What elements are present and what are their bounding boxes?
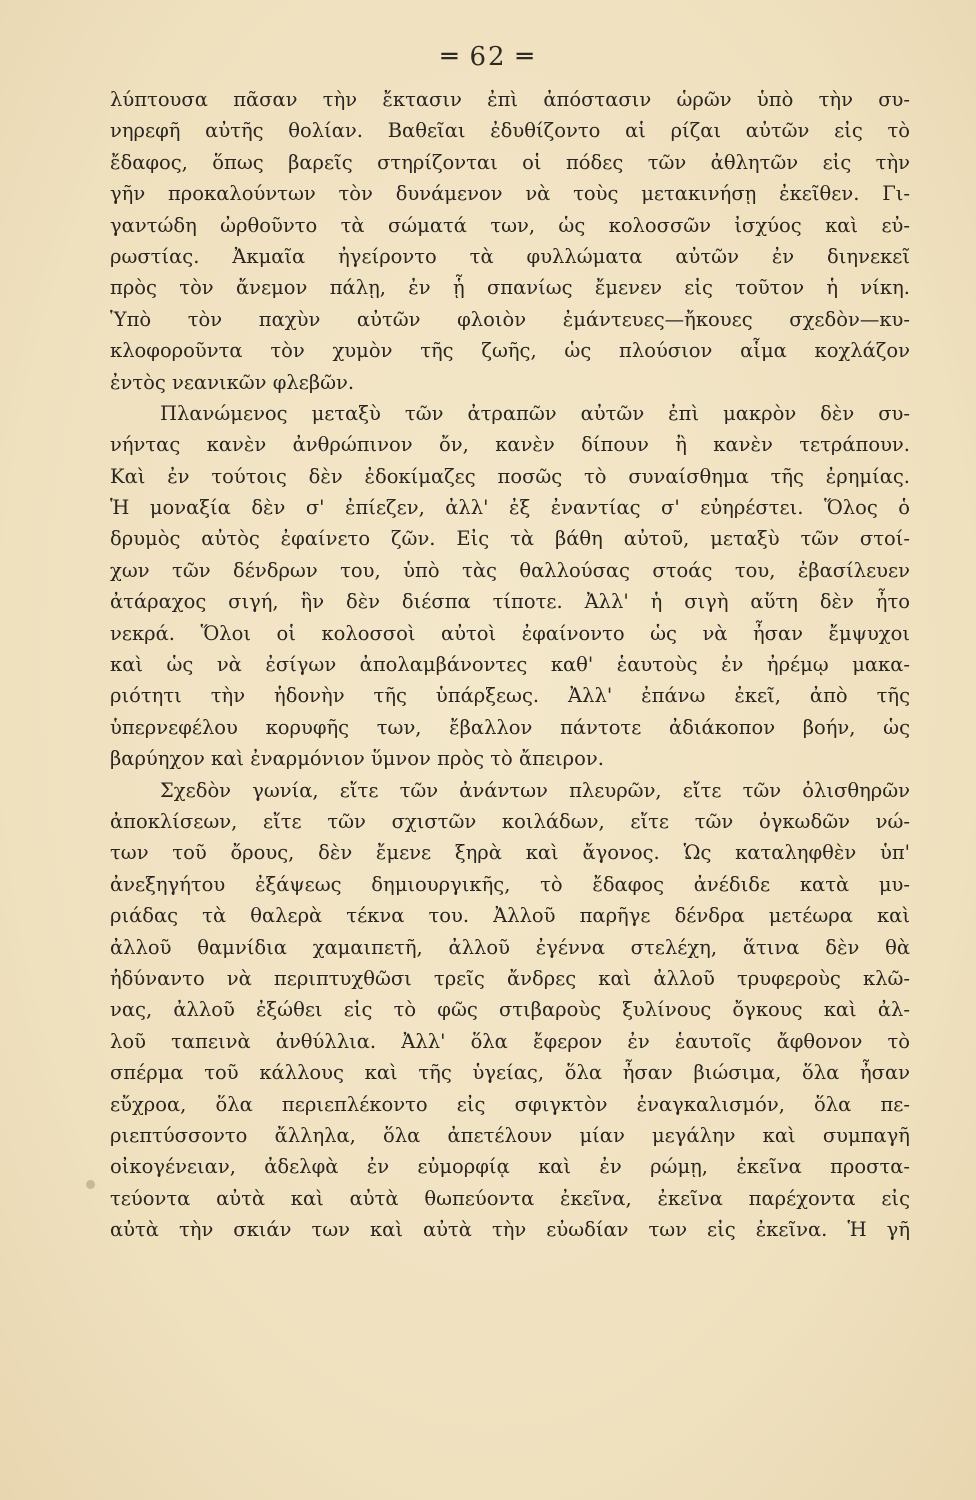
text-line: ὑπερνεφέλου κορυφῆς των, ἔβαλλον πάντοτε ἀδιάκοπον βοήν, ὡς: [110, 715, 910, 739]
page-number: ═ 62 ═: [441, 42, 535, 72]
text-line: νεκρά. Ὅλοι οἱ κολοσσοὶ αὐτοὶ ἐφαίνοντο ὡς νὰ ἦσαν ἔμψυχοι: [110, 621, 910, 645]
text-line: ἀποκλίσεων, εἴτε τῶν σχιστῶν κοιλάδων, εἴτε τῶν ὀγκωδῶν νώ-: [110, 809, 910, 833]
text-line: πρὸς τὸν ἄνεμον πάλῃ, ἐν ᾗ σπανίως ἔμενεν εἰς τοῦτον ἡ νίκη.: [110, 276, 910, 300]
text-line: ρωστίας. Ἀκμαῖα ἠγείροντο τὰ φυλλώματα αὐτῶν ἐν διηνεκεῖ: [110, 244, 910, 268]
text-line: Ἡ μοναξία δὲν σ' ἐπίεζεν, ἀλλ' ἐξ ἐναντίας σ' εὐηρέστει. Ὅλος ὁ: [110, 496, 910, 520]
text-line: βαρύηχον καὶ ἐναρμόνιον ὕμνον πρὸς τὸ ἄπειρον.: [110, 747, 604, 771]
text-line: ριότητι τὴν ἡδονὴν τῆς ὑπάρξεως. Ἀλλ' ἐπάνω ἐκεῖ, ἀπὸ τῆς: [110, 684, 910, 708]
text-line: ριάδας τὰ θαλερὰ τέκνα του. Ἀλλοῦ παρῆγε δένδρα μετέωρα καὶ: [110, 904, 910, 928]
text-line: ἀτάραχος σιγή, ἣν δὲν διέσπα τίποτε. Ἀλλ' ἡ σιγὴ αὕτη δὲν ἦτο: [110, 590, 910, 614]
text-line: των τοῦ ὄρους, δὲν ἔμενε ξηρὰ καὶ ἄγονος. Ὡς καταληφθὲν ὑπ': [110, 841, 910, 865]
text-line: νας, ἀλλοῦ ἐξώθει εἰς τὸ φῶς στιβαροὺς ξυλίνους ὄγκους καὶ ἀλ-: [110, 998, 910, 1022]
text-line: γαντώδη ὠρθοῦντο τὰ σώματά των, ὡς κολοσσῶν ἰσχύος καὶ εὐ-: [110, 213, 910, 237]
text-line: τεύοντα αὐτὰ καὶ αὐτὰ θωπεύοντα ἐκεῖνα, ἐκεῖνα παρέχοντα εἰς: [110, 1186, 910, 1210]
paragraph-start-line: Σχεδὸν γωνία, εἴτε τῶν ἀνάντων πλευρῶν, εἴτε τῶν ὀλισθηρῶν: [160, 778, 910, 802]
text-line: ἔδαφος, ὅπως βαρεῖς στηρίζονται οἱ πόδες τῶν ἀθλητῶν εἰς τὴν: [110, 150, 910, 174]
text-line: οἰκογένειαν, ἀδελφὰ ἐν εὐμορφίᾳ καὶ ἐν ρώμῃ, ἐκεῖνα προστα-: [110, 1155, 910, 1179]
text-line: χων τῶν δένδρων του, ὑπὸ τὰς θαλλούσας στοάς του, ἐβασίλευεν: [110, 558, 910, 582]
text-line: ἠδύναντο νὰ περιπτυχθῶσι τρεῖς ἄνδρες καὶ ἀλλοῦ τρυφεροὺς κλῶ-: [110, 966, 910, 990]
text-line: Καὶ ἐν τούτοις δὲν ἐδοκίμαζες ποσῶς τὸ συναίσθημα τῆς ἐρημίας.: [110, 464, 910, 488]
text-line: ἀνεξηγήτου ἐξάψεως δημιουργικῆς, τὸ ἔδαφος ἀνέδιδε κατὰ μυ-: [110, 872, 910, 896]
paper-stain: [86, 1180, 95, 1189]
text-line: ἐντὸς νεανικῶν φλεβῶν.: [110, 370, 355, 394]
text-line: καὶ ὡς νὰ ἐσίγων ἀπολαμβάνοντες καθ' ἑαυτοὺς ἐν ἠρέμῳ μακα-: [110, 653, 910, 677]
text-line: αὐτὰ τὴν σκιάν των καὶ αὐτὰ τὴν εὐωδίαν των εἰς ἐκεῖνα. Ἡ γῆ: [110, 1218, 910, 1242]
text-line: ἀλλοῦ θαμνίδια χαμαιπετῆ, ἀλλοῦ ἐγέννα στελέχη, ἅτινα δὲν θὰ: [110, 935, 910, 959]
text-line: δρυμὸς αὐτὸς ἐφαίνετο ζῶν. Εἰς τὰ βάθη αὐτοῦ, μεταξὺ τῶν στοί-: [110, 527, 910, 551]
text-line: λύπτουσα πᾶσαν τὴν ἔκτασιν ἐπὶ ἀπόστασιν ὡρῶν ὑπὸ τὴν συ-: [110, 88, 910, 111]
text-line: λοῦ ταπεινὰ ἀνθύλλια. Ἀλλ' ὅλα ἔφερον ἐν ἑαυτοῖς ἄφθονον τὸ: [110, 1029, 910, 1053]
text-line: σπέρμα τοῦ κάλλους καὶ τῆς ὑγείας, ὅλα ἦσαν βιώσιμα, ὅλα ἦσαν: [110, 1061, 910, 1085]
text-line: νήντας κανὲν ἀνθρώπινον ὄν, κανὲν δίπουν ἢ κανὲν τετράπουν.: [110, 433, 910, 457]
text-line: γῆν προκαλούντων τὸν δυνάμενον νὰ τοὺς μετακινήσῃ ἐκεῖθεν. Γι-: [110, 182, 910, 206]
paragraph-start-line: Πλανώμενος μεταξὺ τῶν ἀτραπῶν αὐτῶν ἐπὶ μακρὸν δὲν συ-: [160, 401, 910, 425]
text-line: ριεπτύσσοντο ἄλληλα, ὅλα ἀπετέλουν μίαν μεγάλην καὶ συμπαγῆ: [110, 1123, 910, 1147]
text-line: κλοφοροῦντα τὸν χυμὸν τῆς ζωῆς, ὡς πλούσιον αἷμα κοχλάζον: [110, 339, 910, 363]
text-line: Ὑπὸ τὸν παχὺν αὐτῶν φλοιὸν ἐμάντευες—ἤκουες σχεδὸν—κυ-: [110, 307, 910, 331]
text-line: νηρεφῆ αὐτῆς θολίαν. Βαθεῖαι ἐδυθίζοντο αἱ ρίζαι αὐτῶν εἰς τὸ: [110, 119, 910, 143]
body-text: [110, 84, 910, 1245]
text-line: εὔχροα, ὅλα περιεπλέκοντο εἰς σφιγκτὸν ἐναγκαλισμόν, ὅλα πε-: [110, 1092, 910, 1116]
